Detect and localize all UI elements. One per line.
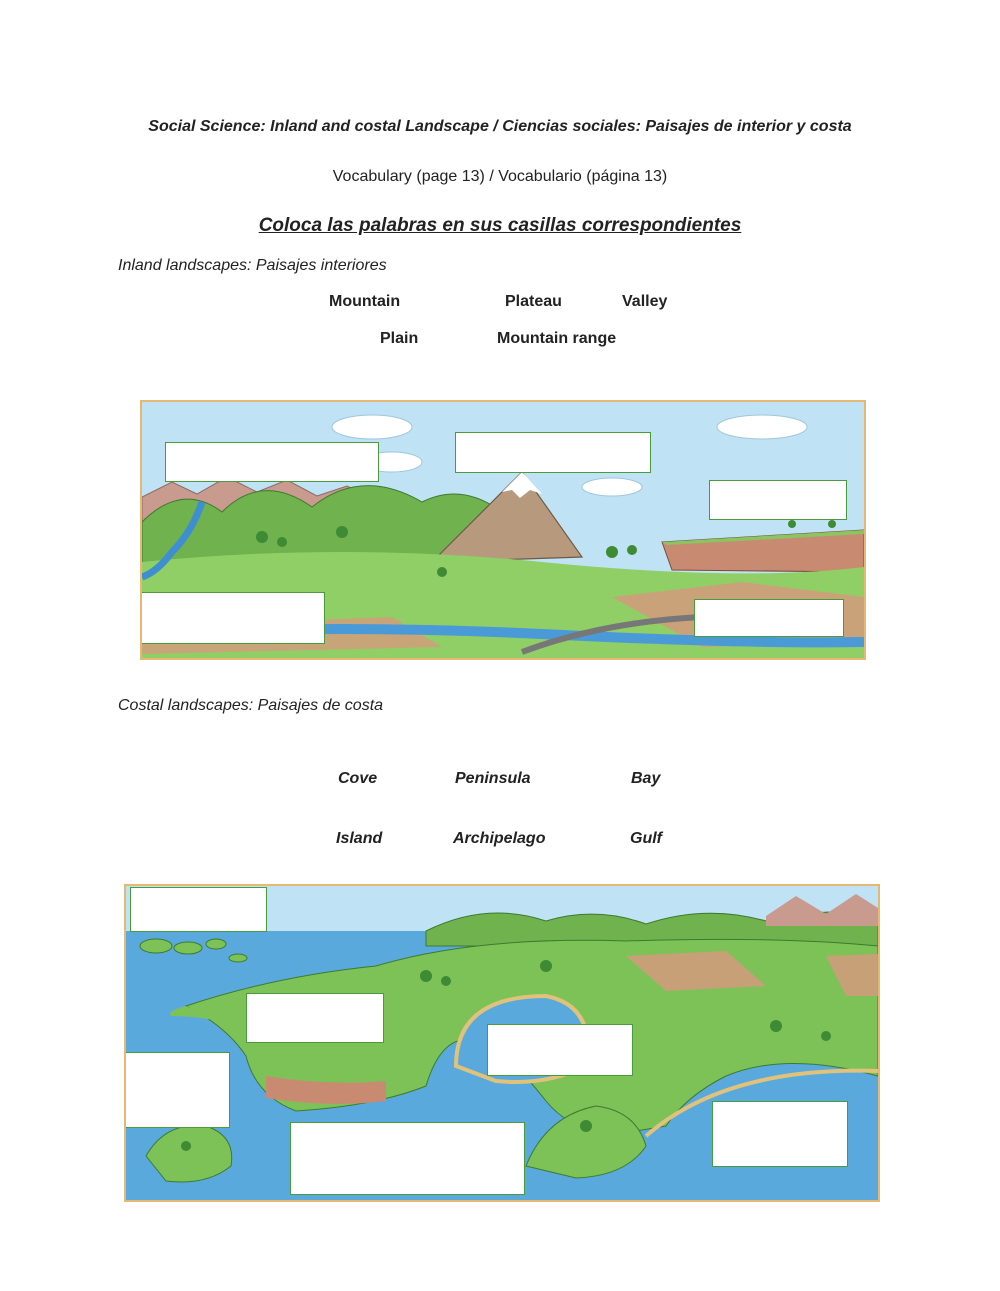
- drop-box-mountain-range[interactable]: [165, 442, 379, 482]
- word-cove[interactable]: Cove: [338, 770, 378, 787]
- inland-section-label: Inland landscapes: Paisajes interiores: [118, 257, 387, 274]
- coastal-section-label: Costal landscapes: Paisajes de costa: [118, 697, 384, 714]
- word-mountain-range[interactable]: Mountain range: [497, 330, 617, 347]
- drop-box-plateau[interactable]: [709, 480, 847, 520]
- page-subtitle: Vocabulary (page 13) / Vocabulario (página 13): [332, 168, 668, 185]
- drop-box-valley[interactable]: [140, 592, 325, 644]
- drop-box-peninsula[interactable]: [246, 993, 384, 1043]
- word-plain[interactable]: Plain: [380, 330, 419, 347]
- drop-box-gulf[interactable]: [712, 1101, 848, 1167]
- drop-box-bay[interactable]: [290, 1122, 525, 1195]
- word-archipelago[interactable]: Archipelago: [453, 830, 546, 847]
- word-mountain[interactable]: Mountain: [329, 293, 401, 310]
- page-title: Social Science: Inland and costal Landscape / Ciencias sociales: Paisajes de interior y costa: [148, 118, 852, 135]
- word-gulf[interactable]: Gulf: [630, 830, 662, 847]
- word-plateau[interactable]: Plateau: [505, 293, 562, 310]
- inland-landscape-illustration: [140, 400, 866, 660]
- drop-box-cove[interactable]: [487, 1024, 633, 1076]
- drop-box-island[interactable]: [124, 1052, 230, 1128]
- drop-box-plain[interactable]: [694, 599, 844, 637]
- word-valley[interactable]: Valley: [622, 293, 668, 310]
- word-island[interactable]: Island: [336, 830, 383, 847]
- coastal-landscape-illustration: [124, 884, 880, 1202]
- word-bay[interactable]: Bay: [631, 770, 661, 787]
- instruction-text: Coloca las palabras en sus casillas correspondientes: [258, 215, 742, 236]
- word-peninsula[interactable]: Peninsula: [455, 770, 531, 787]
- drop-box-mountain[interactable]: [455, 432, 651, 473]
- drop-box-archipelago[interactable]: [130, 887, 267, 932]
